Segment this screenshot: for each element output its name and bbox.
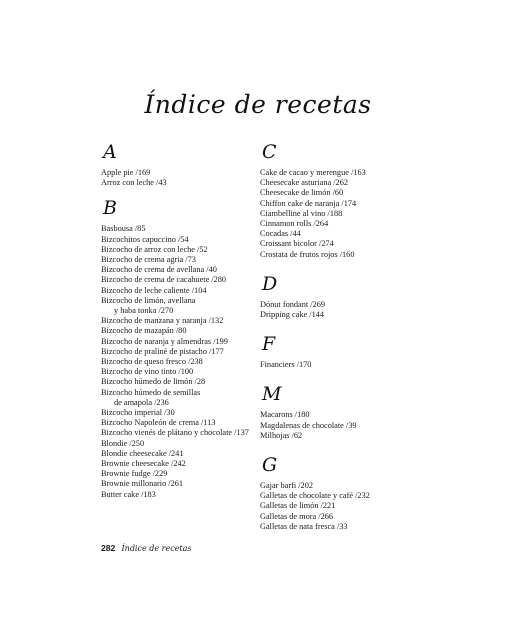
index-entry: Magdalenas de chocolate /39 [260,420,357,430]
index-entry: Basbousa /85 [101,224,146,234]
section-letter: A [103,141,117,163]
index-column-left [101,142,261,500]
index-entry: Cake de cacao y merengue /163 [260,168,366,177]
index-entry: Bizcocho de vino tinto /100 [101,367,194,377]
index-entry: Milhojas /62 [260,430,303,440]
index-entry: Bizcocho de mazapán /80 [101,326,187,336]
index-entry: Ciambelline al vino /188 [260,208,343,218]
section-letter: F [262,333,276,356]
index-entry: Croissant bicolor /274 [260,239,334,249]
index-entry: Bizcocho de limón, avellana [101,295,196,305]
index-entry: Bizcocho de manzana y naranja /132 [101,316,224,326]
index-entry: Chiffon cake de naranja /174 [260,198,357,208]
index-entry: Brownie millonario /261 [101,479,184,489]
index-entry: Bizcocho de praliné de pistacho /177 [101,346,224,356]
index-entry: Bizcocho húmedo de limón /28 [101,377,206,387]
index-entry: Blondie cheesecake /241 [101,448,184,458]
index-entry: Brownie cheesecake /242 [101,459,186,469]
index-entry: Cheesecake asturiana /262 [260,178,349,188]
index-entry: Bizcochitos capuccino /54 [101,234,189,244]
index-entry: Galletas de mora /266 [260,511,334,521]
index-entry: Dripping cake /144 [260,310,325,320]
index-entry: Financiers /170 [260,360,312,370]
page-title: Índice de recetas [144,90,372,119]
index-entry: Bizcocho de crema de avellana /40 [101,265,217,275]
index-entry: Bizcocho de leche caliente /104 [101,285,207,295]
index-entry: Arroz con leche /43 [101,178,167,188]
index-section-a [101,142,261,188]
index-entry: Macarons /180 [260,410,310,420]
index-entry: Bizcocho de crema agria /73 [101,255,196,265]
index-entry: Bizcocho imperial /30 [101,408,175,418]
index-entry: Galletas de chocolate y café /232 [260,491,370,501]
index-entry: Brownie fudge /229 [101,469,168,479]
index-entry: Dónut fondant /269 [260,299,325,309]
index-entry: Bizcocho Napoleón de crema /113 [101,418,216,428]
index-entry: Crostata de frutos rojos /160 [260,249,355,259]
section-letter: D [262,272,278,295]
index-entry: Bizcocho de queso fresco /238 [101,357,203,367]
section-letter: G [262,454,278,477]
section-letter: M [262,383,282,406]
index-section-b [101,198,261,499]
index-entry: y haba tonka /270 [114,306,174,316]
index-entry: Bizcocho de crema de cacahuete /280 [101,275,227,285]
index-entry: Blondie /250 [101,438,145,448]
index-entry: Galletas de limón /221 [260,501,336,511]
index-section-c [260,142,420,260]
section-letter: C [262,141,277,163]
index-entry: Bizcocho húmedo de semillas [101,387,201,397]
page-number: 282 [101,543,116,553]
running-title: Índice de recetas [121,544,192,553]
index-entry: Apple pie /169 [101,168,151,177]
index-entry: Cinnamon rolls /264 [260,219,329,229]
index-section-d [260,274,420,320]
index-entry: Bizcocho vienés de plátano y chocolate /137 [101,428,249,438]
section-letter: B [103,197,117,220]
index-entry: Cocadas /44 [260,229,301,239]
index-entry: Galletas de nata fresca /33 [260,521,348,531]
index-entry: Cheesecake de limón /60 [260,188,344,198]
index-entry: Bizcocho de arroz con leche /52 [101,244,208,254]
index-column-right [260,142,420,532]
index-entry: Bizcocho de naranja y almendras /199 [101,336,228,346]
index-entry: Butter cake /183 [101,489,156,499]
index-section-g [260,455,420,532]
page-footer [101,543,192,553]
index-section-m [260,384,420,441]
index-entry: de amapola /236 [114,397,169,407]
index-entry: Gajar barfi /202 [260,481,313,491]
index-section-f [260,334,420,370]
